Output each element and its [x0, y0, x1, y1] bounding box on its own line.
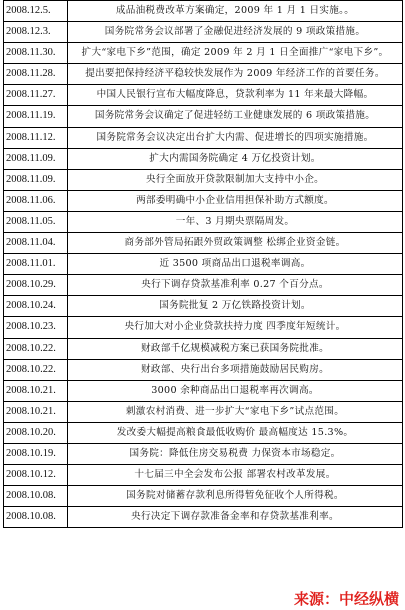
table-row: [4, 275, 403, 296]
table-row: [4, 1, 403, 22]
row-event: 国务院常务会议部署了金融促进经济发展的 9 项政策措施。: [68, 22, 403, 42]
table-row: [4, 106, 403, 127]
table-row: [4, 486, 403, 507]
row-event: 国务院常务会议确定了促进轻纺工业健康发展的 6 项政策措施。: [68, 106, 403, 126]
row-date: 2008.11.27.: [4, 85, 68, 105]
table-row: [4, 64, 403, 85]
table-row: [4, 149, 403, 170]
table-row: [4, 296, 403, 317]
row-event: 央行全面放开贷款限制加大支持中小企。: [68, 170, 403, 190]
row-event: 财政部、央行出台多项措施鼓励居民购房。: [68, 360, 403, 380]
row-event: 央行加大对小企业贷款扶持力度 四季度年短统计。: [68, 317, 403, 337]
row-date: 2008.11.04.: [4, 233, 68, 253]
row-date: 2008.11.05.: [4, 212, 68, 232]
table-row: [4, 128, 403, 149]
row-date: 2008.11.01.: [4, 254, 68, 274]
row-date: 2008.11.30.: [4, 43, 68, 63]
table-row: [4, 191, 403, 212]
row-event: 一年、3 月期央票隔周发。: [68, 212, 403, 232]
row-date: 2008.10.08.: [4, 486, 68, 506]
table-row: [4, 43, 403, 64]
table-row: [4, 233, 403, 254]
row-date: 2008.11.28.: [4, 64, 68, 84]
table-row: [4, 402, 403, 423]
policy-timeline-table: [3, 0, 403, 528]
row-date: 2008.10.20.: [4, 423, 68, 443]
row-date: 2008.10.29.: [4, 275, 68, 295]
table-row: [4, 85, 403, 106]
table-row: [4, 423, 403, 444]
row-event: 提出要把保持经济平稳较快发展作为 2009 年经济工作的首要任务。: [68, 64, 403, 84]
row-event: 成品油税费改革方案确定，2009 年 1 月 1 日实施。。: [68, 1, 403, 21]
row-date: 2008.12.3.: [4, 22, 68, 42]
table-row: [4, 360, 403, 381]
row-date: 2008.10.19.: [4, 444, 68, 464]
row-event: 央行决定下调存款准备金率和存贷款基准利率。: [68, 507, 403, 527]
row-event: 中国人民银行宣布大幅度降息，贷款利率为 11 年来最大降幅。: [68, 85, 403, 105]
row-event: 国务院常务会议决定出台扩大内需、促进增长的四项实施措施。: [68, 128, 403, 148]
row-event: 刺激农村消费、进一步扩大“家电下乡”试点范围。: [68, 402, 403, 422]
row-date: 2008.10.23.: [4, 317, 68, 337]
row-date: 2008.11.09.: [4, 170, 68, 190]
row-event: 商务部外管局拓跟外贸政策调整 松绑企业资金链。: [68, 233, 403, 253]
row-event: 国务院对储蓄存款利息所得暂免征收个人所得税。: [68, 486, 403, 506]
table-row: [4, 254, 403, 275]
row-event: 十七届三中全会发布公报 部署农村改革发展。: [68, 465, 403, 485]
row-date: 2008.10.21.: [4, 381, 68, 401]
row-event: 近 3500 项商品出口退税率调高。: [68, 254, 403, 274]
row-date: 2008.10.12.: [4, 465, 68, 485]
row-event: 扩大内需国务院确定 4 万亿投资计划。: [68, 149, 403, 169]
row-event: 国务院批复 2 万亿铁路投资计划。: [68, 296, 403, 316]
row-date: 2008.10.22.: [4, 360, 68, 380]
row-date: 2008.10.22.: [4, 339, 68, 359]
table-row: [4, 22, 403, 43]
row-date: 2008.10.08.: [4, 507, 68, 527]
row-event: 国务院：降低住房交易税费 力保资本市场稳定。: [68, 444, 403, 464]
table-row: [4, 465, 403, 486]
row-date: 2008.11.19.: [4, 106, 68, 126]
row-date: 2008.10.21.: [4, 402, 68, 422]
table-row: [4, 212, 403, 233]
row-event: 发改委大幅提高粮食最低收购价 最高幅度达 15.3%。: [68, 423, 403, 443]
row-event: 扩大“家电下乡”范围，确定 2009 年 2 月 1 日全面推广“家电下乡”。: [68, 43, 403, 63]
table-row: [4, 507, 403, 528]
row-date: 2008.11.06.: [4, 191, 68, 211]
row-date: 2008.10.24.: [4, 296, 68, 316]
table-row: [4, 170, 403, 191]
row-date: 2008.12.5.: [4, 1, 68, 21]
row-event: 财政部千亿规模减税方案已获国务院批准。: [68, 339, 403, 359]
row-event: 3000 余种商品出口退税率再次调高。: [68, 381, 403, 401]
source-watermark: 来源：中经纵横: [293, 589, 399, 608]
row-event: 央行下调存贷款基准利率 0.27 个百分点。: [68, 275, 403, 295]
row-date: 2008.11.09.: [4, 149, 68, 169]
table-row: [4, 444, 403, 465]
table-row: [4, 381, 403, 402]
row-date: 2008.11.12.: [4, 128, 68, 148]
row-event: 两部委明确中小企业信用担保补助方式额度。: [68, 191, 403, 211]
table-row: [4, 317, 403, 338]
table-row: [4, 339, 403, 360]
